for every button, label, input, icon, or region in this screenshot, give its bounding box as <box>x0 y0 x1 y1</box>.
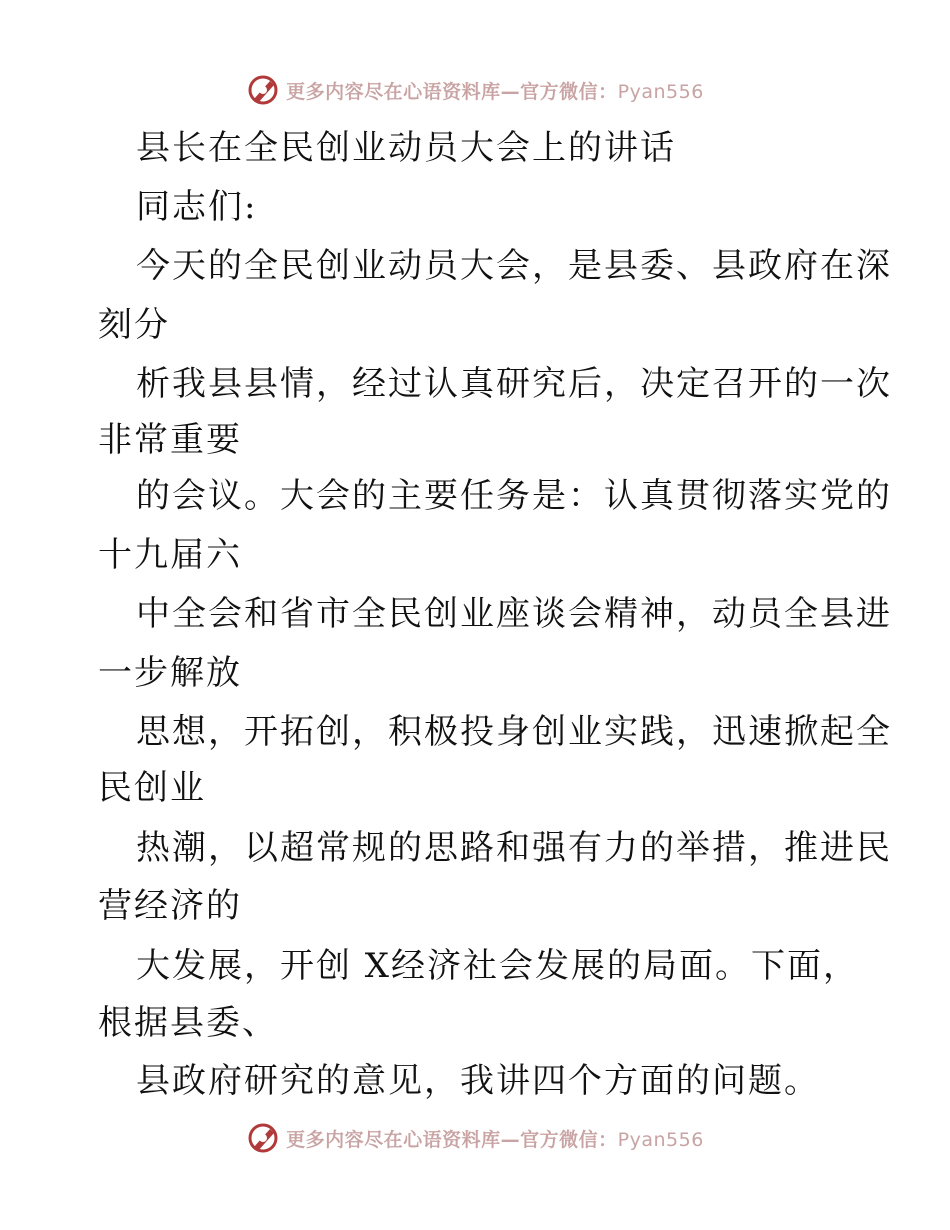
paragraph-line: 非常重要 <box>98 420 242 460</box>
header-banner-en: Pyan556 <box>617 80 704 103</box>
paragraph-line: 析我县县情，经过认真研究后，决定召开的一次 <box>136 364 892 404</box>
footer-banner-text <box>286 1125 704 1152</box>
footer-banner-cn: 更多内容尽在心语资料库—官方微信： <box>286 1128 618 1151</box>
salutation: 同志们: <box>136 187 258 227</box>
document-title: 县长在全民创业动员大会上的讲话 <box>136 128 676 168</box>
paragraph-line: 中全会和省市全民创业座谈会精神，动员全县进 <box>136 594 892 634</box>
paragraph-line: 县政府研究的意见，我讲四个方面的问题。 <box>136 1061 820 1101</box>
paragraph-line: 的会议。大会的主要任务是：认真贯彻落实党的 <box>136 476 892 516</box>
paragraph-line: 营经济的 <box>98 886 242 926</box>
header-banner-cn: 更多内容尽在心语资料库—官方微信： <box>286 80 618 103</box>
paragraph-line: 热潮，以超常规的思路和强有力的举措，推进民 <box>136 828 892 868</box>
paragraph-line: 思想，开拓创，积极投身创业实践，迅速掀起全 <box>136 712 892 752</box>
footer-banner-en: Pyan556 <box>617 1128 704 1151</box>
pen-logo-icon <box>246 1121 280 1155</box>
paragraph-line: 十九届六 <box>98 535 242 575</box>
footer-banner <box>0 1118 950 1158</box>
paragraph-line: 一步解放 <box>98 653 242 693</box>
paragraph-line: 今天的全民创业动员大会，是县委、县政府在深 <box>136 246 892 286</box>
paragraph-line: 民创业 <box>98 768 206 808</box>
paragraph-line: 刻分 <box>98 305 170 345</box>
paragraph-line: 根据县委、 <box>98 1003 278 1043</box>
paragraph-line: 大发展，开创 X经济社会发展的局面。下面， <box>136 946 860 986</box>
